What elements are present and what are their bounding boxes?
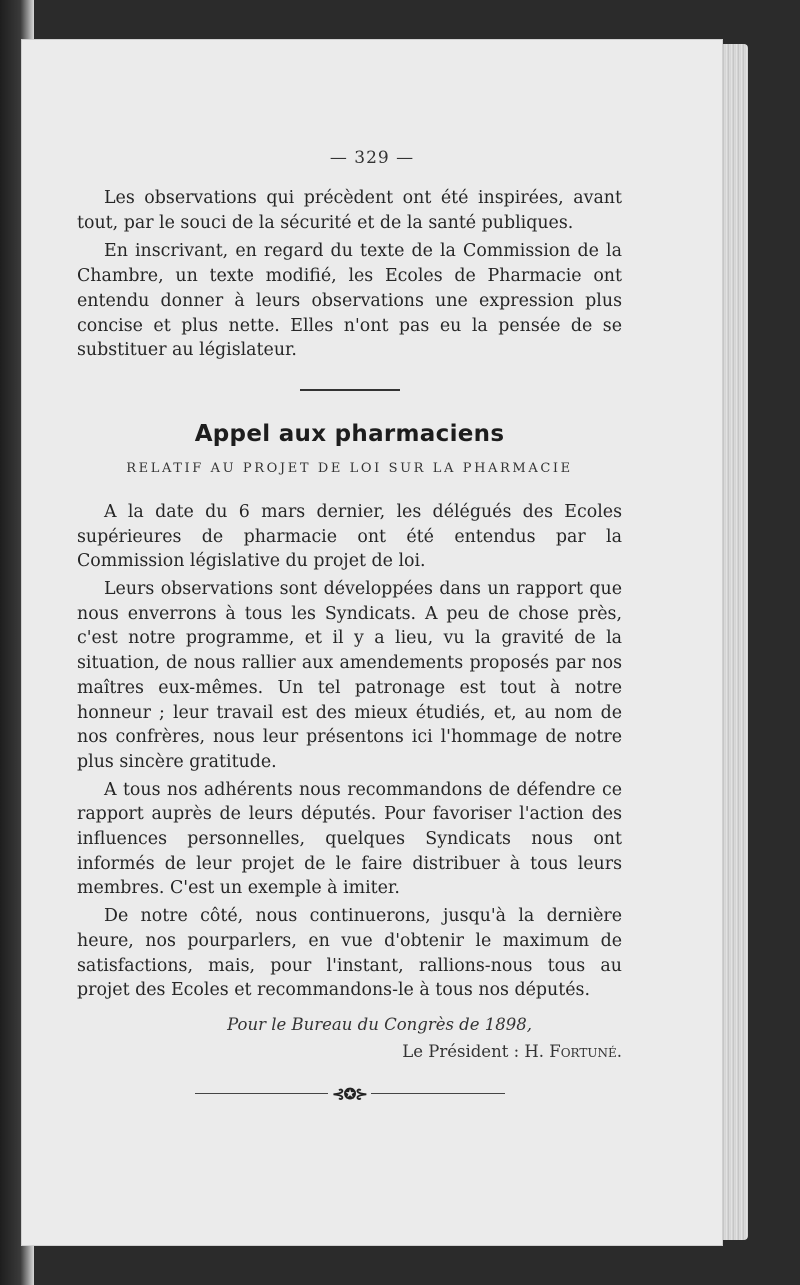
closing-ornament: [195, 1085, 505, 1103]
intro-paragraph-2: En inscrivant, en regard du texte de la Commission de la Chambre, un texte modifié, les Ecoles de Pharmacie ont entendu donner à leurs observations une expression plus concise et plus nette. Elles n'ont pas eu la pensée de se substituer au législateur.: [77, 241, 622, 361]
body-paragraph-3: A tous nos adhérents nous recommandons de défendre ce rapport auprès de leurs députés. Pour favoriser l'action des influences personnelles, quelques Syndicats nous ont informés de leur projet de le faire distribuer à tous leurs membres. C'est un exemple à imiter.: [77, 779, 622, 899]
article-title: Appel aux pharmaciens: [194, 420, 505, 447]
page-content: [77, 186, 622, 1103]
article-subtitle: RELATIF AU PROJET DE LOI SUR LA PHARMACIE: [126, 460, 573, 476]
body-paragraph-4: De notre côté, nous continuerons, jusqu'à la dernière heure, nos pourparlers, en vue d'obtenir le maximum de satisfactions, mais, pour l'instant, rallions-nous tous au projet des Ecoles et recommandons-le à tous nos députés.: [77, 906, 622, 1001]
intro-paragraph-1: Les observations qui précèdent ont été inspirées, avant tout, par le souci de la sécurité et de la santé publiques.: [77, 188, 622, 233]
body-paragraph-1: A la date du 6 mars dernier, les délégués des Ecoles supérieures de pharmacie ont été entendus par la Commission législative du projet de loi.: [77, 501, 622, 572]
president-name: Fortuné.: [549, 1041, 622, 1061]
body-paragraph-2: Leurs observations sont développées dans un rapport que nous enverrons à tous les Syndicats. A peu de chose près, c'est notre programme, et il y a lieu, vu la gravité de la situation, de nous rallier aux amendements proposés par nos maîtres eux-mêmes. Un tel patronage est tout à notre honneur ; leur travail est des mieux étudiés, et, au nom de nos confrères, nous leur présentons ici l'hommage de notre plus sincère gratitude.: [77, 579, 622, 772]
section-divider: [300, 389, 400, 391]
book-page: [22, 40, 722, 1245]
president-prefix: Le Président : H.: [402, 1041, 550, 1061]
president-line: [77, 1042, 622, 1061]
ornament-icon: ⊰✪⊱: [332, 1084, 367, 1103]
signature-line: Pour le Bureau du Congrès de 1898,: [227, 1014, 532, 1034]
ornament-line-left: [195, 1093, 329, 1094]
page-number: — 329 —: [329, 148, 415, 168]
ornament-line-right: [371, 1093, 505, 1094]
